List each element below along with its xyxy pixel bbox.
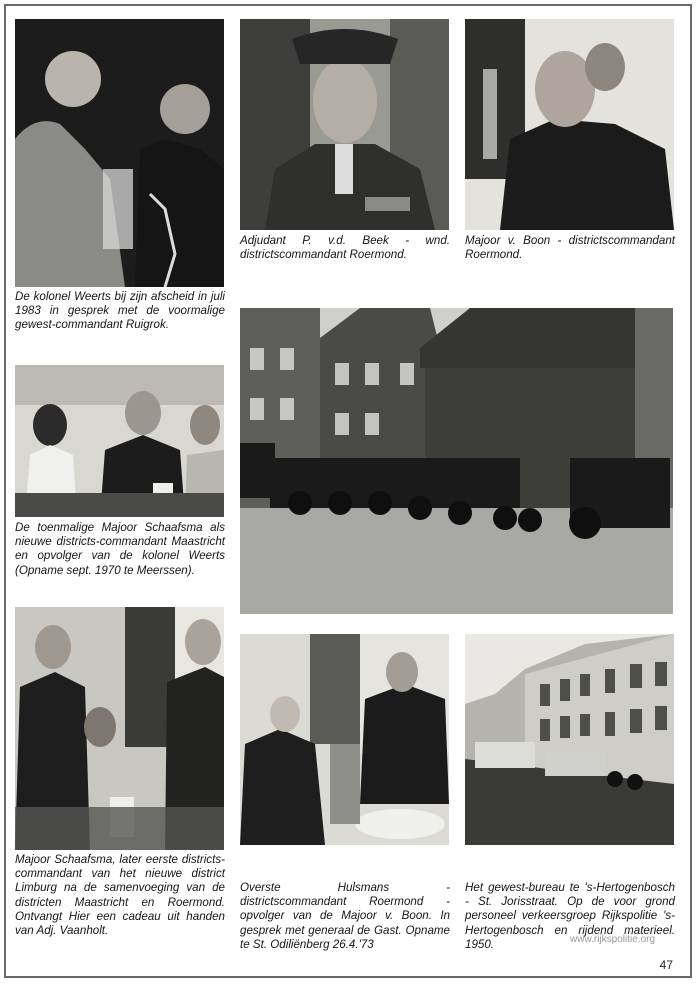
photo-schaafsma-new-commander [15,365,224,517]
photo-gewest-bureau [465,634,674,845]
caption-colonel-farewell: De kolonel Weerts bij zijn afscheid in juli 1983 in gesprek met de voormalige gewest-commandant Ruigrok. [15,290,225,332]
photo-colonel-farewell [15,19,224,287]
caption-gewest-bureau: Het gewest-bureau te 's-Hertogenbosch - St. Jorisstraat. Op de voor grond personeel verkeersgroep Rijkspolitie 's-Hertogenbosch en rijdend materieel. 1950. [465,881,675,951]
photo-adjudant-beek [240,19,449,230]
photo-major-boon [465,19,674,230]
caption-major-boon: Majoor v. Boon - districtscommandant Roermond. [465,234,675,262]
photo-motorcycle-squad [240,308,673,614]
caption-schaafsma-gift: Majoor Schaafsma, later eerste districts-commandant van het nieuwe district Limburg na de samenvoeging van de districten Maastricht en Roermond. Ontvangt Hier een cadeau uit handen van Adj. Vaanholt. [15,853,225,938]
photo-hulsmans-general [240,634,449,845]
photo-schaafsma-gift [15,607,224,850]
caption-hulsmans-general: Overste Hulsmans - districtscommandant Roermond - opvolger van de Majoor v. Boon. In gesprek met generaal de Gast. Opname te St. Odiliënberg 26.4.'73 [240,881,450,951]
watermark-text: www.rijkspolitie.org [570,934,656,945]
page-number: 47 [659,958,673,972]
caption-adjudant-beek: Adjudant P. v.d. Beek - wnd. districtscommandant Roermond. [240,234,450,262]
caption-schaafsma-new-commander: De toenmalige Majoor Schaafsma als nieuwe districts-commandant Maastricht en opvolger van de kolonel Weerts (Opname sept. 1970 te Meerssen). [15,521,225,577]
